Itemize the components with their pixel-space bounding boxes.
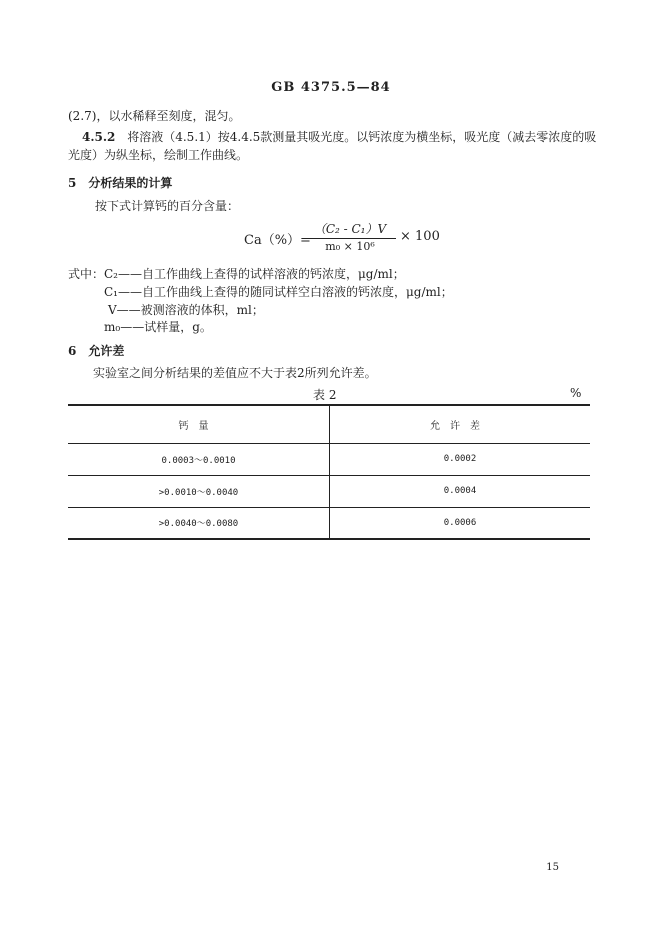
formula-denominator: m₀ × 10⁶ [325, 240, 375, 253]
formula-numerator: （C₂ - C₁）V [313, 222, 387, 236]
fraction-bar [304, 238, 396, 239]
table-unit: % [570, 386, 582, 400]
tolerance-value: 0.0002 [443, 454, 477, 464]
page-number: 15 [546, 862, 559, 873]
table-row [68, 475, 590, 507]
calcium-formula [244, 220, 444, 256]
where-c1: C₁——自工作曲线上查得的随同试样空白溶液的钙浓度，μg/ml； [104, 285, 453, 299]
header-calcium: 钙量 [68, 405, 330, 443]
where-c2: 式中：C₂——自工作曲线上查得的试样溶液的钙浓度，μg/ml； [68, 267, 405, 281]
body-line: (2.7)，以水稀释至刻度，混匀。 [68, 109, 241, 123]
table-title: 表 2 [313, 388, 337, 402]
table-row [68, 443, 590, 475]
clause-text-continued: 光度）为纵坐标，绘制工作曲线。 [68, 148, 249, 162]
formula-fraction [302, 220, 398, 253]
table-row [68, 507, 590, 539]
calcium-range: >0.0040～0.0080 [68, 507, 330, 539]
where-v: V——被测溶液的体积，ml； [108, 303, 264, 317]
section-5-intro: 按下式计算钙的百分含量： [95, 199, 240, 213]
tolerance-value: 0.0004 [443, 486, 477, 496]
section-6-intro: 实验室之间分析结果的差值应不大于表2所列允许差。 [93, 366, 377, 380]
table-header-row [68, 405, 590, 443]
header-tolerance: 允许差 [430, 420, 490, 432]
calcium-range: >0.0010～0.0040 [68, 475, 330, 507]
formula-lhs: Ca（%）= [244, 233, 311, 248]
where-m0: m₀——试样量，g。 [104, 320, 212, 334]
clause-number: 4.5.2 [82, 130, 116, 144]
formula-rhs: × 100 [400, 229, 440, 244]
clause-text: 将溶液（4.5.1）按4.4.5款测量其吸光度。以钙浓度为横坐标，吸光度（减去零浓度的吸 [127, 130, 597, 144]
standard-number: GB 4375.5—84 [271, 80, 391, 95]
tolerance-table [68, 404, 590, 540]
tolerance-value: 0.0006 [443, 517, 477, 528]
clause-4-5-2 [82, 128, 596, 145]
calcium-range: 0.0003～0.0010 [68, 443, 330, 475]
section-6-heading: 6 允许差 [68, 344, 125, 358]
section-5-heading: 5 分析结果的计算 [68, 176, 173, 190]
